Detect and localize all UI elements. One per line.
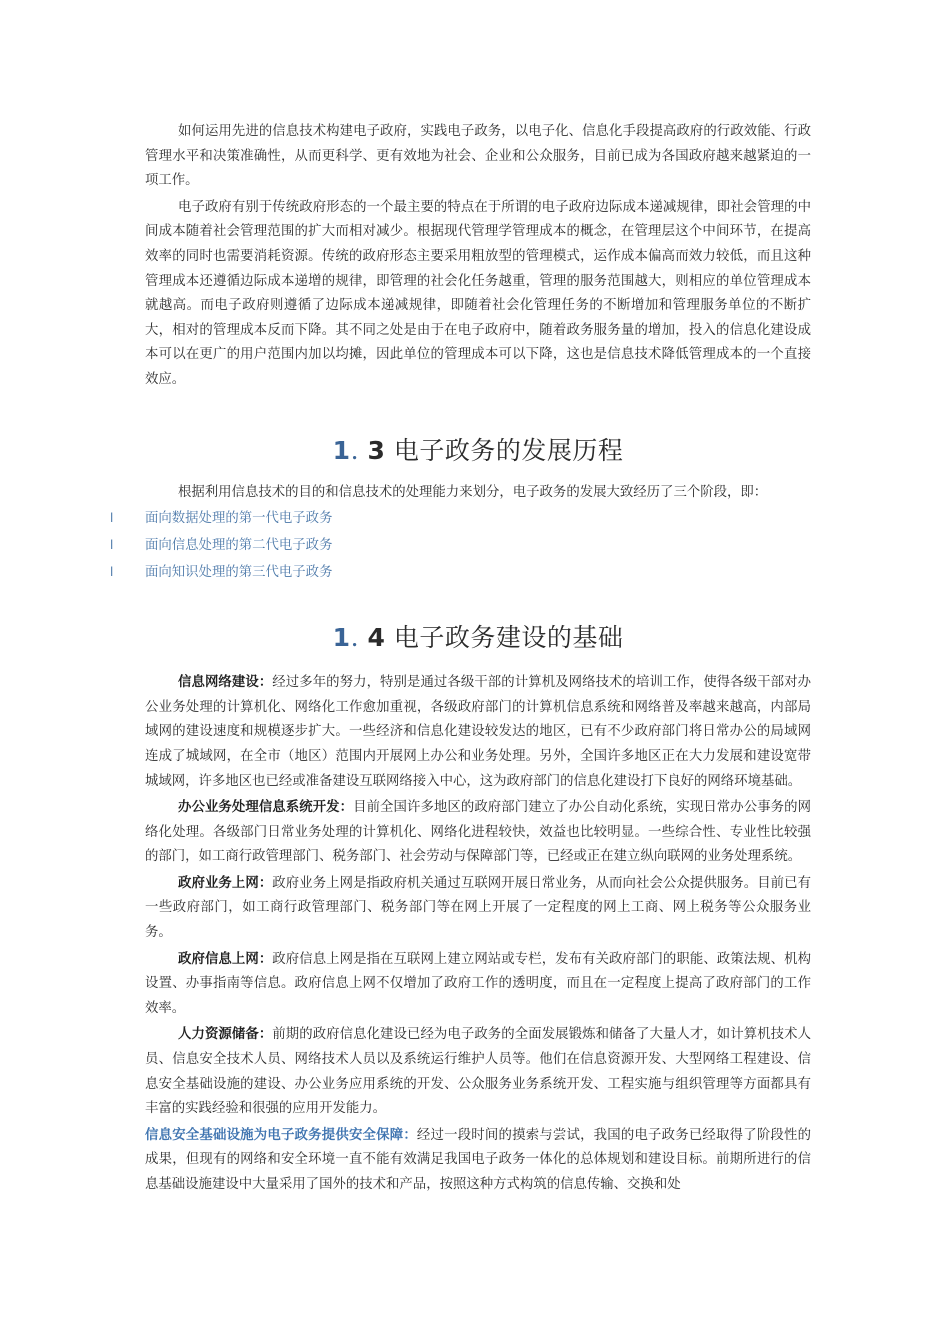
term-label: 政府信息上网： (178, 950, 273, 967)
term-label-highlighted: 信息安全基础设施为电子政务提供安全保障： (145, 1126, 417, 1143)
term-label: 人力资源储备： (178, 1026, 273, 1043)
heading-chapter-number: 1 (332, 623, 351, 653)
term-label: 政府业务上网： (178, 874, 273, 891)
foundation-paragraph-human-resources (145, 1022, 811, 1121)
list-item (110, 505, 811, 532)
bullet-icon: l (110, 565, 114, 580)
bullet-icon: l (110, 538, 114, 553)
heading-dot: . (350, 435, 360, 465)
section-heading-1-3 (145, 431, 811, 467)
list-item-text: 面向知识处理的第三代电子政务 (145, 565, 333, 581)
development-stages-list (110, 505, 811, 586)
foundation-paragraph-info-online (145, 947, 811, 1022)
heading-chapter-number: 1 (332, 435, 351, 465)
paragraph-text: 政府业务上网是指政府机关通过互联网开展日常业务，从而向社会公众提供服务。目前已有一些政府部门，如工商行政管理部门、税务部门等在网上开展了一定程度的网上工商、网上税务等公众服务业务。 (145, 875, 812, 941)
foundation-paragraph-security (145, 1123, 811, 1198)
list-item-text: 面向信息处理的第二代电子政务 (145, 538, 333, 554)
foundation-paragraph-office-systems (145, 795, 811, 870)
heading-title: 电子政务的发展历程 (393, 435, 624, 465)
foundation-paragraph-business-online (145, 871, 811, 946)
section-heading-1-4 (145, 618, 811, 654)
paragraph-text: 前期的政府信息化建设已经为电子政务的全面发展锻炼和储备了大量人才，如计算机技术人员、信息安全技术人员、网络技术人员以及系统运行维护人员等。他们在信息资源开发、大型网络工程建设、信息安全基础设施的建设、办公业务应用系统的开发、公众服务业务系统开发、工程实施与组织管理等方面都具有丰富的实践经验和很强的应用开发能力。 (145, 1027, 812, 1117)
intro-paragraph-2: 电子政府有别于传统政府形态的一个最主要的特点在于所谓的电子政府边际成本递减规律，即社会管理的中间成本随着社会管理范围的扩大而相对减少。根据现代管理学管理成本的概念，在管理层这个中间环节，在提高效率的同时也需要消耗资源。传统的政府形态主要采用粗放型的管理模式，运作成本偏高而效力较低，而且这种管理成本还遵循边际成本递增的规律，即管理的社会化任务越重，管理的服务范围越大，则相应的单位管理成本就越高。而电子政府则遵循了边际成本递减规律，即随着社会化管理任务的不断增加和管理服务单位的不断扩大，相对的管理成本反而下降。其不同之处是由于在电子政府中，随着政务服务量的增加，投入的信息化建设成本可以在更广的用户范围内加以均摊，因此单位的管理成本可以下降，这也是信息技术降低管理成本的一个直接效应。 (145, 199, 811, 387)
paragraph-text: 政府信息上网是指在互联网上建立网站或专栏，发布有关政府部门的职能、政策法规、机构设置、办事指南等信息。政府信息上网不仅增加了政府工作的透明度，而且在一定程度上提高了政府部门的工作效率。 (145, 951, 812, 1016)
foundation-paragraph-network (145, 670, 811, 794)
bullet-icon: l (110, 511, 114, 526)
paragraph-text: 目前全国许多地区的政府部门建立了办公自动化系统，实现日常办公事务的网络化处理。各级部门日常业务处理的计算机化、网络化进程较快，效益也比较明显。一些综合性、专业性比较强的部门，如工商行政管理部门、税务部门、社会劳动与保障部门等，已经或正在建立纵向联网的业务处理系统。 (145, 800, 811, 865)
paragraph-text: 经过一段时间的摸索与尝试，我国的电子政务已经取得了阶段性的成果，但现有的网络和安全环境一直不能有效满足我国电子政务一体化的总体规划和建设目标。前期所进行的信息基础设施建设中大量采用了国外的技术和产品，按照这种方式构筑的信息传输、交换和处 (145, 1127, 811, 1192)
paragraph-text: 经过多年的努力，特别是通过各级干部的计算机及网络技术的培训工作，使得各级干部对办公业务处理的计算机化、网络化工作愈加重视，各级政府部门的计算机信息系统和网络普及率越来越高，内部局域网的建设速度和规模逐步扩大。一些经济和信息化建设较发达的地区，已有不少政府部门将日常办公的局域网连成了城域网，在全市（地区）范围内开展网上办公和业务处理。另外，全国许多地区正在大力发展和建设宽带城域网，许多地区也已经或准备建设互联网络接入中心，这为政府部门的信息化建设打下良好的网络环境基础。 (145, 675, 812, 789)
intro-paragraph-1: 如何运用先进的信息技术构建电子政府，实践电子政务，以电子化、信息化手段提高政府的行政效能、行政管理水平和决策准确性，从而更科学、更有效地为社会、企业和公众服务，目前已成为各国政府越来越紧迫的一项工作。 (145, 124, 811, 189)
term-label: 办公业务处理信息系统开发： (178, 799, 354, 816)
heading-dot: . (350, 623, 360, 653)
term-label: 信息网络建设： (178, 674, 273, 691)
section-1-3-lead: 根据利用信息技术的目的和信息技术的处理能力来划分，电子政务的发展大致经历了三个阶段，即： (178, 484, 768, 500)
list-item-text: 面向数据处理的第一代电子政务 (145, 511, 333, 527)
heading-title: 电子政务建设的基础 (393, 623, 624, 653)
heading-section-number: 4 (367, 623, 386, 653)
list-item (110, 532, 811, 559)
document-page (110, 120, 812, 1198)
list-item (110, 559, 811, 586)
heading-section-number: 3 (367, 435, 386, 465)
